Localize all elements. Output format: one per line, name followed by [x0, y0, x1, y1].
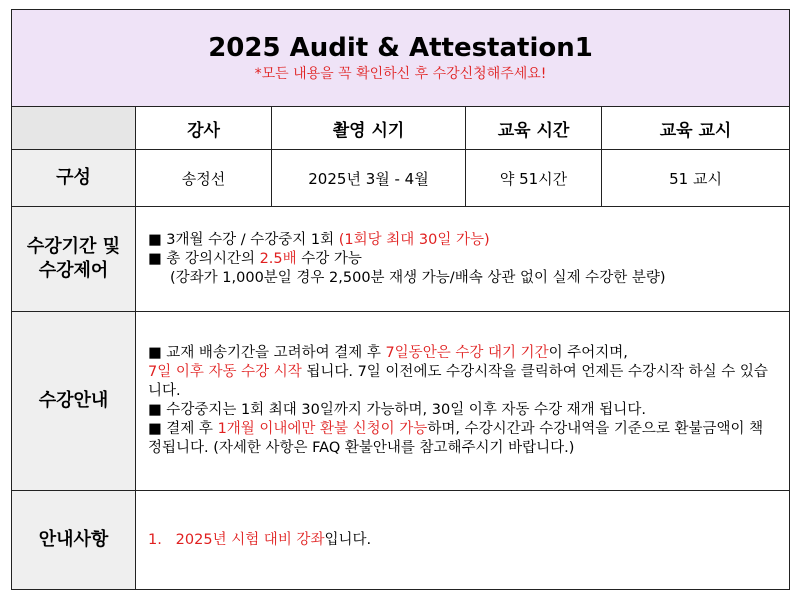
notice-label: 안내사항 — [12, 491, 136, 590]
education-periods-value: 51 교시 — [602, 150, 790, 207]
guide-p1-text: ■ 교재 배송기간을 고려하여 결제 후 — [148, 345, 386, 361]
guide-label: 수강안내 — [12, 312, 136, 491]
period-line-2-highlight: 2.5배 — [259, 250, 297, 267]
period-line-1-highlight: (1회당 최대 30일 가능) — [338, 231, 490, 248]
guide-paragraph-2 — [148, 363, 777, 401]
notice-item-highlight: 2025년 시험 대비 강좌 — [175, 531, 325, 548]
guide-paragraph-3: ■ 수강중지는 1회 최대 30일까지 가능하며, 30일 이후 자동 수강 재개 됩니다. — [148, 402, 646, 418]
title-banner — [12, 10, 790, 107]
period-line-2 — [148, 250, 777, 269]
guide-p1-highlight: 7일동안은 수강 대기 기간 — [385, 345, 549, 361]
header-instructor: 강사 — [136, 107, 272, 150]
notice-item-tail: 입니다. — [324, 531, 372, 548]
notice-content — [136, 491, 790, 590]
guide-paragraph-4 — [148, 420, 777, 458]
course-subtitle: *모든 내용을 꼭 확인하신 후 수강신청해주세요! — [254, 66, 547, 82]
course-title: 2025 Audit & Attestation1 — [208, 33, 593, 63]
instructor-value: 송정선 — [136, 150, 272, 207]
header-education-time: 교육 시간 — [466, 107, 602, 150]
period-line-1 — [148, 231, 777, 250]
education-time-value: 약 51시간 — [466, 150, 602, 207]
period-label: 수강기간 및 수강제어 — [12, 207, 136, 312]
guide-p4-highlight: 1개월 이내에만 환불 신청이 가능 — [217, 421, 428, 437]
composition-label: 구성 — [12, 150, 136, 207]
period-content — [136, 207, 790, 312]
notice-item-number: 1. — [148, 531, 162, 548]
filming-period-value: 2025년 3월 - 4월 — [272, 150, 466, 207]
guide-p1-tail: 이 주어지며, — [548, 345, 628, 361]
period-line-2-tail: 수강 가능 — [296, 250, 362, 267]
guide-p4-tail: 하며, 수강시간과 수강내역을 기준으로 환불금액이 책정됩니다. (자세한 사항은 FAQ 환불안내를 참고해주시기 바랍니다.) — [148, 421, 764, 456]
guide-p4-text: ■ 결제 후 — [148, 421, 218, 437]
header-filming-period: 촬영 시기 — [272, 107, 466, 150]
course-info-table — [11, 9, 790, 590]
header-blank — [12, 107, 136, 150]
period-line-1-text: ■ 3개월 수강 / 수강중지 1회 — [148, 231, 339, 248]
period-line-3: (강좌가 1,000분일 경우 2,500분 재생 가능/배속 상관 없이 실제 수강한 분량) — [170, 269, 666, 286]
guide-paragraph-1 — [148, 344, 777, 363]
header-education-periods: 교육 교시 — [602, 107, 790, 150]
period-line-2-text: ■ 총 강의시간의 — [148, 250, 260, 267]
guide-p2-highlight: 7일 이후 자동 수강 시작 — [148, 364, 302, 380]
guide-p2-tail: 됩니다. 7일 이전에도 수강시작을 클릭하여 언제든 수강시작 하실 수 있습니다. — [148, 364, 768, 399]
guide-content — [136, 312, 790, 491]
